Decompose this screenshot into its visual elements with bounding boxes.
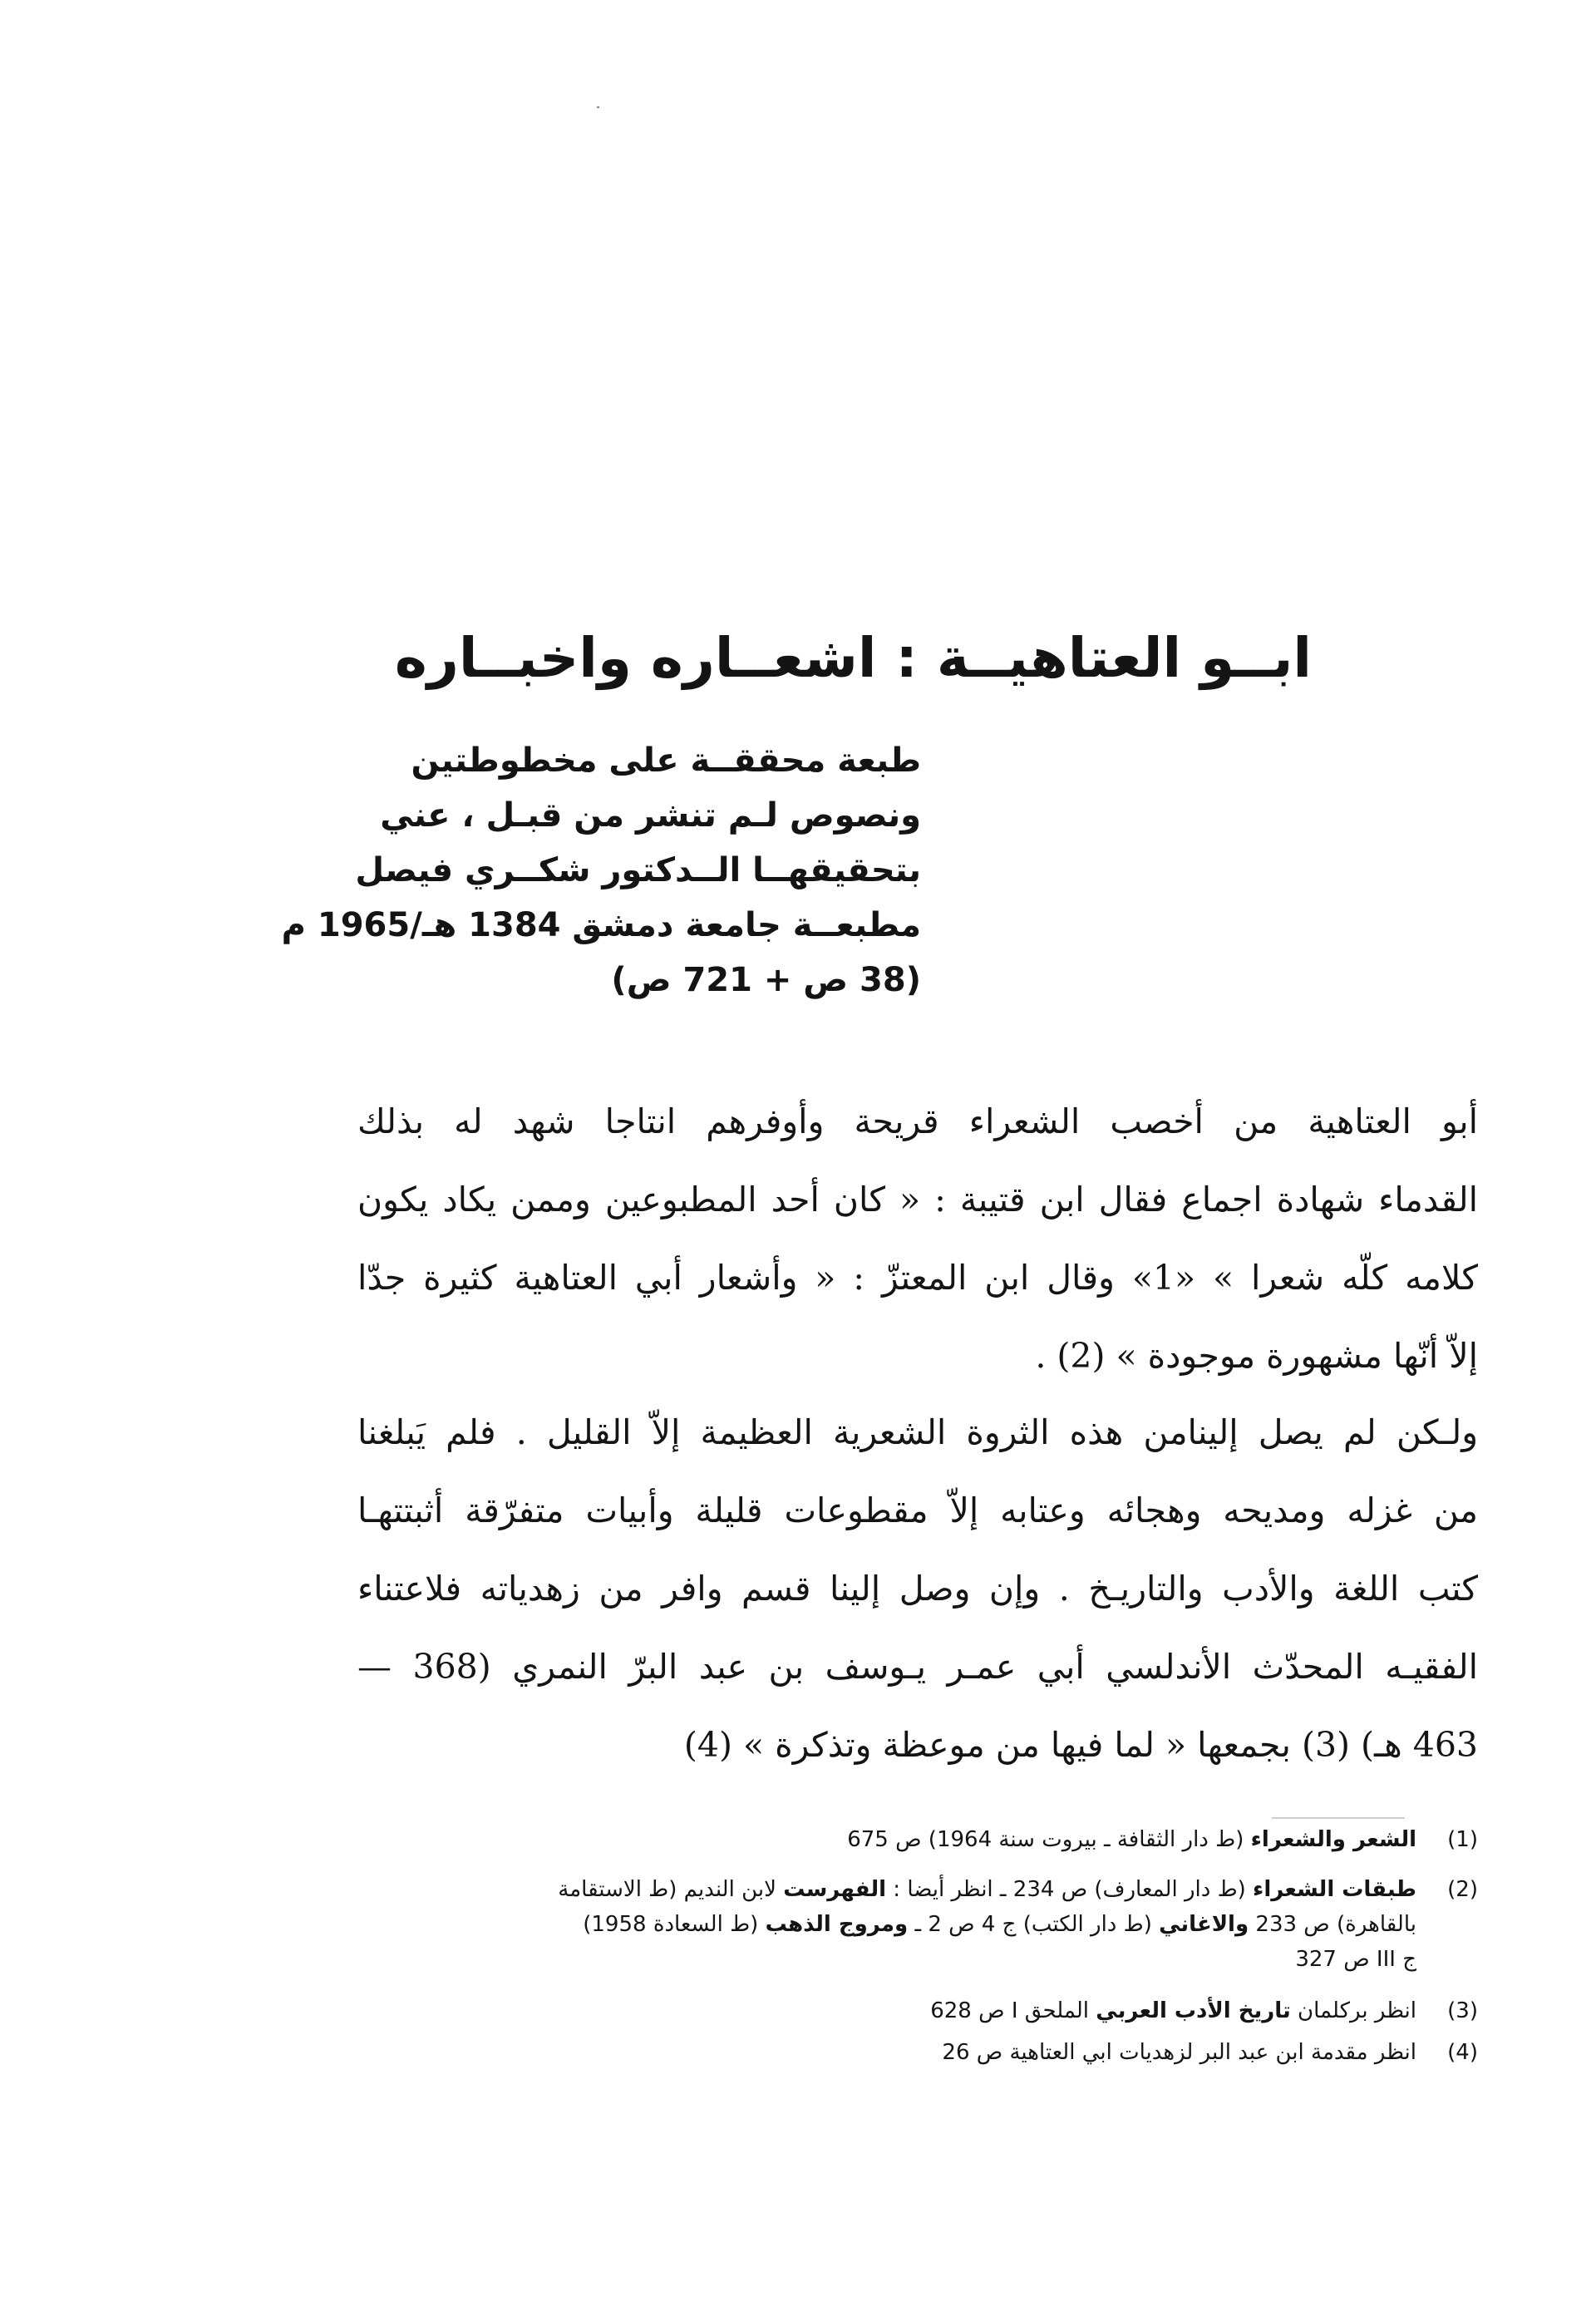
- footnote-line: ج III ص 327: [1295, 1947, 1416, 1972]
- footnote-line: [357, 1993, 1416, 2028]
- publication-details: [281, 733, 921, 1008]
- footnote-text: بالقاهرة) ص 233: [1249, 1912, 1416, 1937]
- footnote-number: (4): [1447, 2040, 1478, 2065]
- scan-speck: [597, 106, 599, 108]
- footnote-4: [357, 2035, 1478, 2070]
- paragraph-line: 463 هـ) (3) بجمعها « لما فيها من موعظة وتذكرة » (4): [683, 1725, 1478, 1765]
- publication-line: ونصوص لـم تنشر من قبـل ، عني: [380, 796, 921, 835]
- footnote-number: (3): [1447, 1998, 1478, 2023]
- paragraph-line: من غزله ومديحه وهجائه وعتابه إلاّ مقطوعات قليلة وأبيات متفرّقة أثبتتهـا: [357, 1490, 1478, 1530]
- footnotes: [357, 1822, 1478, 2070]
- paragraph-1: [357, 1082, 1478, 1395]
- footnote-source-title: الفهرست: [783, 1877, 887, 1902]
- footnote-3: [357, 1993, 1478, 2028]
- paragraph-line: الفقيـه المحدّث الأندلسي أبي عمـر يـوسف بن عبد البرّ النمري (368 —: [357, 1647, 1478, 1687]
- footnote-source-title: طبقات الشعراء: [1253, 1877, 1416, 1902]
- footnote-line: انظر مقدمة ابن عبد البر لزهديات ابي العتاهية ص 26: [942, 2040, 1416, 2065]
- paragraph-line: إلاّ أنّها مشهورة موجودة » (2) .: [1035, 1336, 1478, 1376]
- paragraph-2: [357, 1393, 1478, 1784]
- footnote-text: لابن النديم (ط الاستقامة: [558, 1877, 784, 1902]
- footnote-text: (ط السعادة 1958): [583, 1912, 766, 1937]
- publication-line: مطبعــة جامعة دمشق 1384 هـ/1965 م: [281, 906, 921, 944]
- publication-pages: (38 ص + 721 ص): [611, 961, 921, 999]
- footnote-number: (2): [1447, 1877, 1478, 1902]
- page-title: ابــو العتاهيــة : اشعــاره واخبــاره: [394, 626, 1312, 690]
- publication-line: طبعة محققــة على مخطوطتين: [411, 742, 921, 780]
- footnote-source-title: الشعر والشعراء: [1250, 1827, 1416, 1852]
- footnote-text: (ط دار الثقافة ـ بيروت سنة 1964) ص 675: [847, 1827, 1251, 1852]
- paragraph-line: القدماء شهادة اجماع فقال ابن قتيبة : « كان أحد المطبوعين وممن يكاد يكون: [357, 1180, 1478, 1219]
- footnote-text: انظر بركلمان: [1290, 1998, 1416, 2023]
- footnote-source-title: والاغاني: [1159, 1912, 1249, 1937]
- paragraph-line: كلامه كلّه شعرا » «1» وقال ابن المعتزّ : « وأشعار أبي العتاهية كثيرة جدّا: [357, 1258, 1478, 1298]
- footnote-2: [357, 1872, 1478, 1977]
- footnote-text: الملحق I ص 628: [930, 1998, 1096, 2023]
- footnote-number: (1): [1447, 1827, 1478, 1852]
- footnote-text: (ط دار المعارف) ص 234 ـ انظر أيضا :: [886, 1877, 1254, 1902]
- footnote-line: [357, 1872, 1416, 1907]
- footnote-source-title: تاريخ الأدب العربي: [1096, 1998, 1291, 2023]
- paragraph-line: أبو العتاهية من أخصب الشعراء قريحة وأوفرهم انتاجا شهد له بذلك: [357, 1101, 1478, 1141]
- paragraph-line: ولـكن لم يصل إلينامن هذه الثروة الشعرية العظيمة إلاّ القليل . فلم يَبلغنا: [357, 1412, 1478, 1452]
- footnote-source-title: ومروج الذهب: [765, 1912, 909, 1937]
- footnote-1: [357, 1822, 1478, 1857]
- paragraph-line: كتب اللغة والأدب والتاريـخ . وإن وصل إلينا قسم وافر من زهدياته فلاعتناء: [357, 1569, 1478, 1609]
- footnote-separator: [1272, 1817, 1405, 1819]
- footnote-line: [357, 1822, 1416, 1857]
- publication-line: بتحقيقهــا الــدكتور شكــري فيصل: [355, 851, 921, 889]
- footnote-text: (ط دار الكتب) ج 4 ص 2 ـ: [908, 1912, 1160, 1937]
- footnote-line: [357, 1907, 1416, 1942]
